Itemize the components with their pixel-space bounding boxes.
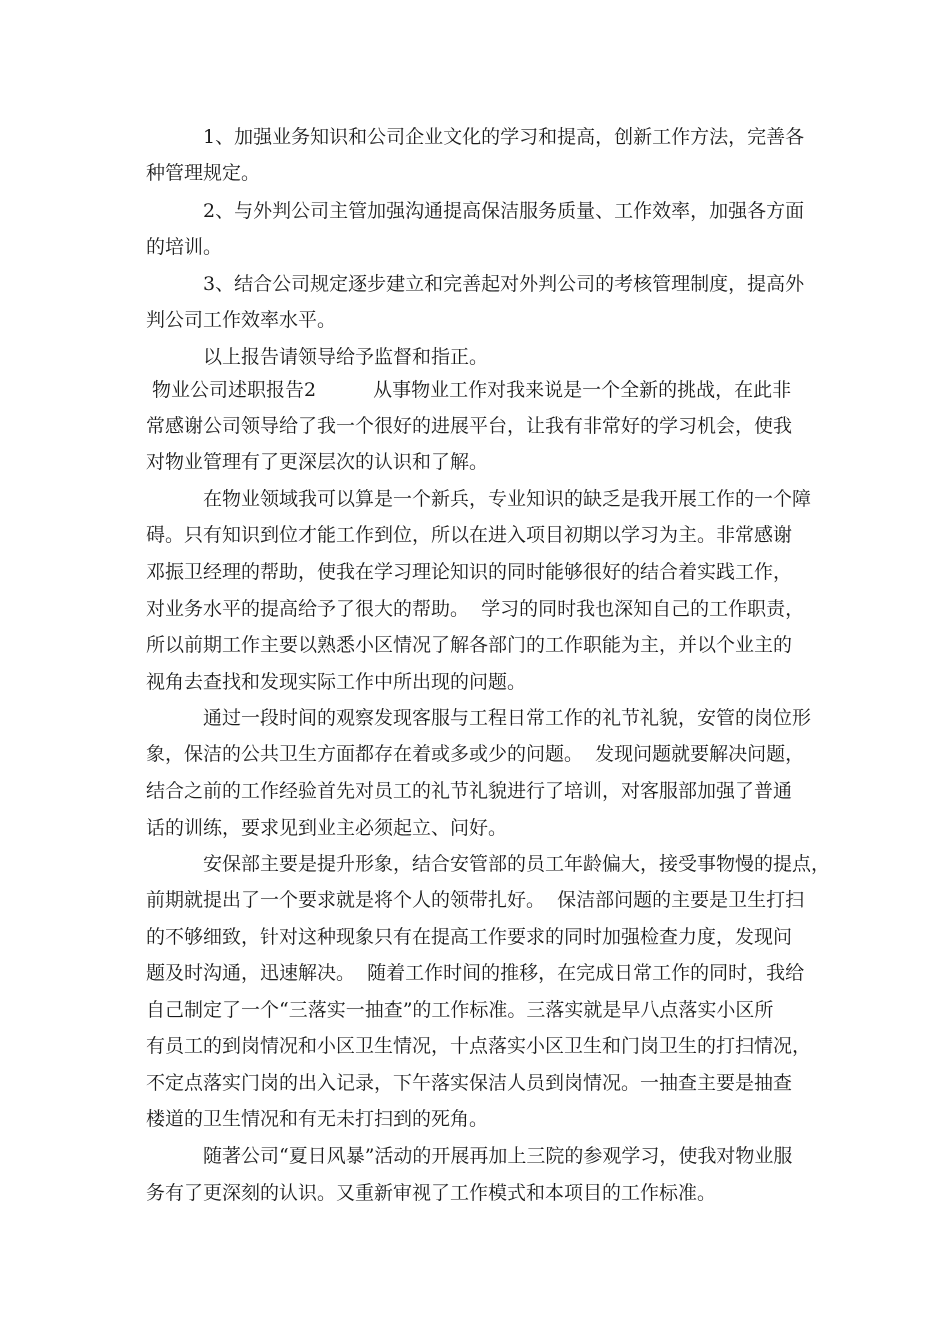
paragraph-line: 对物业管理有了更深层次的认识和了解。	[146, 451, 489, 473]
paragraph-line: 结合之前的工作经验首先对员工的礼节礼貌进行了培训，对客服部加强了普通	[146, 780, 793, 802]
paragraph-line: 3、结合公司规定逐步建立和完善起对外判公司的考核管理制度，提高外	[146, 273, 805, 295]
paragraph-line: 2、与外判公司主管加强沟通提高保洁服务质量、工作效率，加强各方面	[146, 200, 805, 222]
paragraph-line: 楼道的卫生情况和有无未打扫到的死角。	[146, 1108, 489, 1130]
paragraph-line: 前期就提出了一个要求就是将个人的领带扎好。 保洁部问题的主要是卫生打扫	[146, 889, 805, 911]
paragraph-line: 的不够细致，针对这种现象只有在提高工作要求的同时加强检查力度，发现问	[146, 926, 793, 948]
paragraph-line: 不定点落实门岗的出入记录，下午落实保洁人员到岗情况。一抽查主要是抽查	[146, 1072, 793, 1094]
paragraph-line: 题及时沟通，迅速解决。 随着工作时间的推移，在完成日常工作的同时，我给	[146, 962, 805, 984]
paragraph-line: 务有了更深刻的认识。又重新审视了工作模式和本项目的工作标准。	[146, 1182, 717, 1204]
paragraph-line: 随著公司“夏日风暴”活动的开展再加上三院的参观学习，使我对物业服	[146, 1145, 793, 1167]
paragraph-line: 种管理规定。	[146, 162, 261, 184]
paragraph-line: 通过一段时间的观察发现客服与工程日常工作的礼节礼貌，安管的岗位形	[146, 707, 812, 729]
paragraph-line: 在物业领域我可以算是一个新兵，专业知识的缺乏是我开展工作的一个障	[146, 488, 812, 510]
paragraph-line: 邓振卫经理的帮助，使我在学习理论知识的同时能够很好的结合着实践工作，	[146, 561, 793, 583]
paragraph-line: 话的训练，要求见到业主必须起立、问好。	[146, 817, 508, 839]
section-heading-line: 物业公司述职报告2 从事物业工作对我来说是一个全新的挑战，在此非	[152, 379, 792, 401]
paragraph-line: 碍。只有知识到位才能工作到位，所以在进入项目初期以学习为主。非常感谢	[146, 524, 793, 546]
paragraph-line: 所以前期工作主要以熟悉小区情况了解各部门的工作职能为主，并以个业主的	[146, 634, 793, 656]
paragraph-line: 1、加强业务知识和公司企业文化的学习和提高，创新工作方法，完善各	[146, 126, 805, 148]
paragraph-line: 以上报告请领导给予监督和指正。	[146, 346, 489, 368]
paragraph-line: 视角去查找和发现实际工作中所出现的问题。	[146, 671, 527, 693]
paragraph-line: 判公司工作效率水平。	[146, 309, 337, 331]
paragraph-line: 对业务水平的提高给予了很大的帮助。 学习的同时我也深知自己的工作职责，	[146, 598, 805, 620]
paragraph-line: 的培训。	[146, 236, 223, 258]
paragraph-line: 自己制定了一个“三落实一抽查”的工作标准。三落实就是早八点落实小区所	[146, 999, 774, 1021]
paragraph-line: 常感谢公司领导给了我一个很好的进展平台，让我有非常好的学习机会，使我	[146, 415, 793, 437]
paragraph-line: 象，保洁的公共卫生方面都存在着或多或少的问题。 发现问题就要解决问题，	[146, 743, 805, 765]
paragraph-line: 有员工的到岗情况和小区卫生情况，十点落实小区卫生和门岗卫生的打扫情况，	[146, 1035, 812, 1057]
paragraph-line: 安保部主要是提升形象，结合安管部的员工年龄偏大，接受事物慢的提点，	[146, 853, 831, 875]
